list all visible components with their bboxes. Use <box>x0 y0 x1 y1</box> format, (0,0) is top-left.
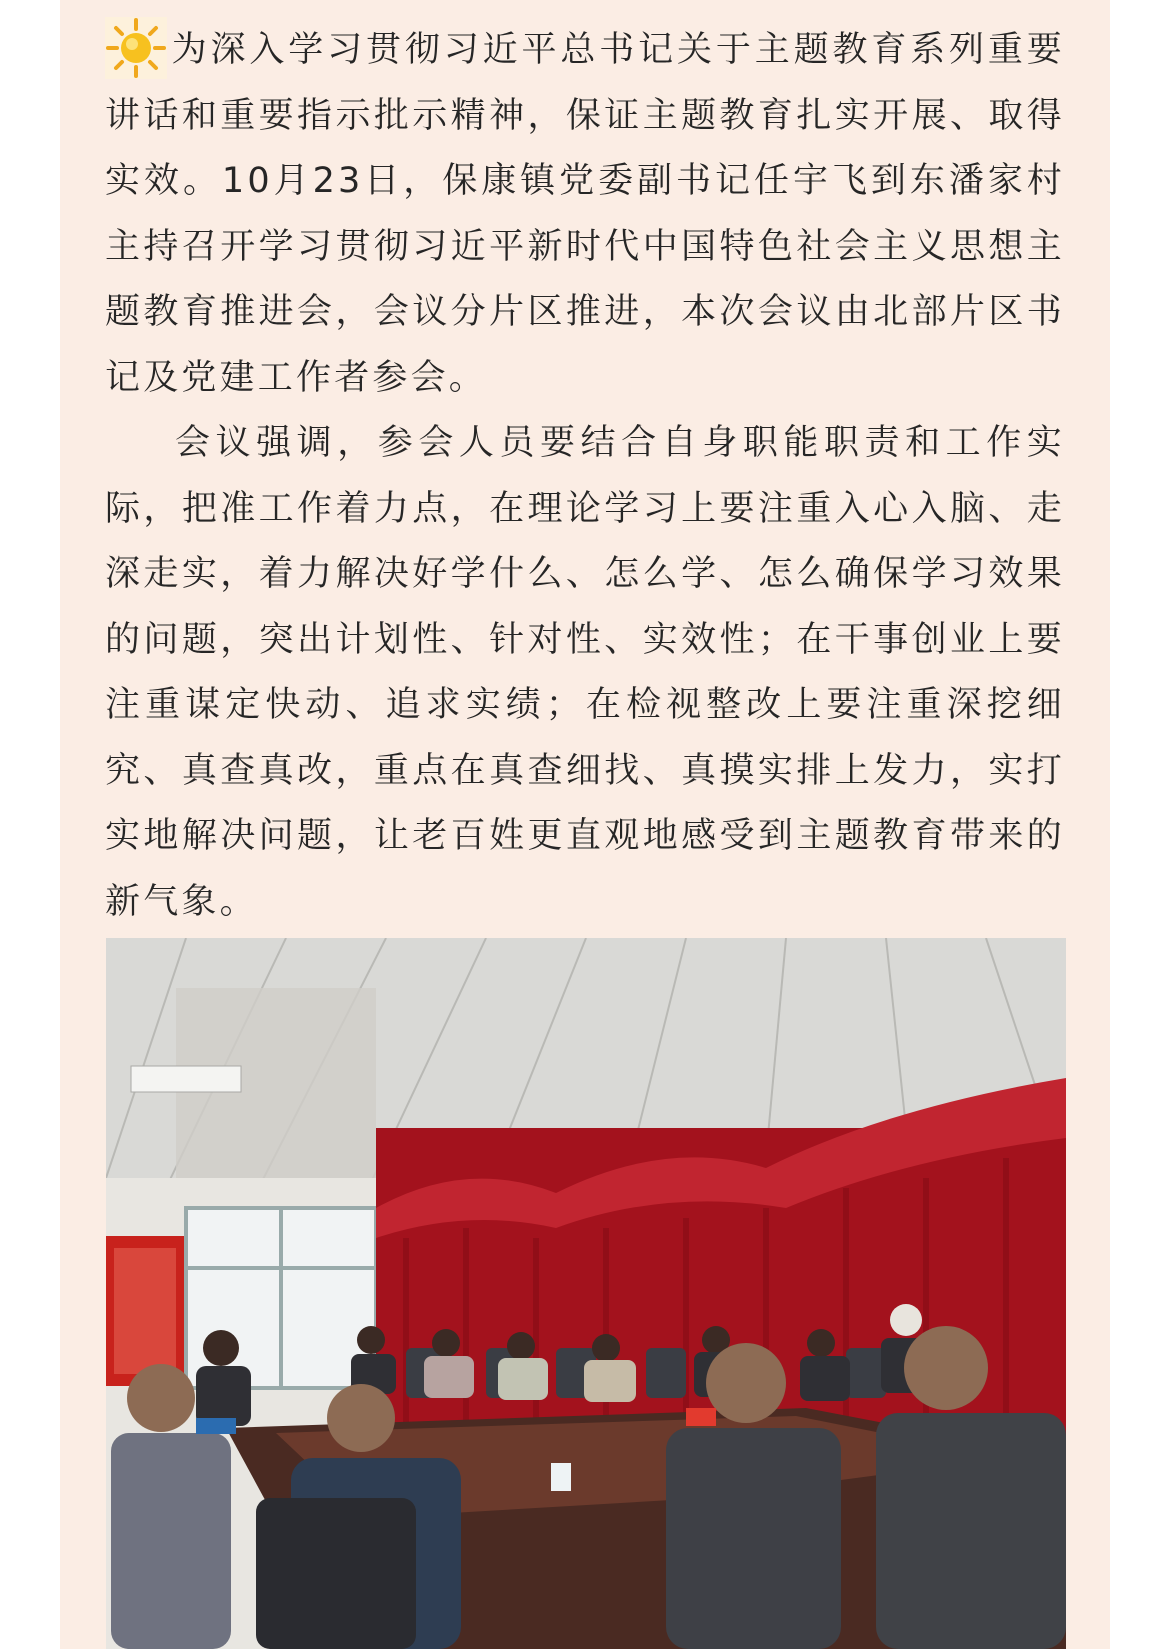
article-paragraph-1 <box>105 18 1065 411</box>
paragraph-1-text: 为深入学习贯彻习近平总书记关于主题教育系列重要讲话和重要指示批示精神，保证主题教育扎实开展、取得实效。10月23日，保康镇党委副书记任宇飞到东潘家村主持召开学习贯彻习近平新时代中国特色社会主义思想主题教育推进会，会议分片区推进，本次会议由北部片区书记及党建工作者参会。 <box>105 30 1065 398</box>
sun-icon <box>105 17 167 79</box>
article-paragraph-2: 会议强调，参会人员要结合自身职能职责和工作实际，把准工作着力点，在理论学习上要注重入心入脑、走深走实，着力解决好学什么、怎么学、怎么确保学习效果的问题，突出计划性、针对性、实效性；在干事创业上要注重谋定快动、追求实绩；在检视整改上要注重深挖细究、真查真改，重点在真查细找、真摸实排上发力，实打实地解决问题，让老百姓更直观地感受到主题教育带来的新气象。 <box>105 423 1065 922</box>
article-body <box>105 18 1065 935</box>
meeting-photo <box>106 938 1066 1649</box>
